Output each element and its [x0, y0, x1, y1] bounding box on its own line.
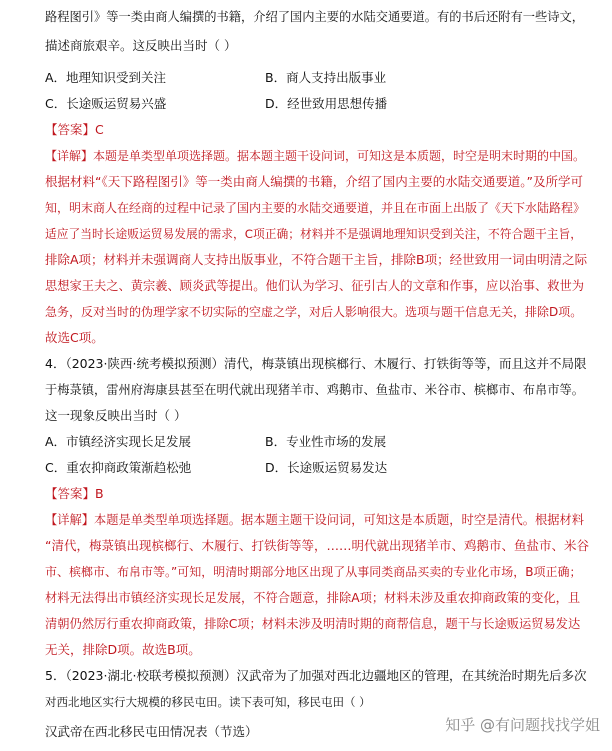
- q3-option-c: C．长途贩运贸易兴盛: [45, 96, 167, 111]
- q4-explanation-line: 清朝仍然厉行重农抑商政策，排除C项；材料未涉及明清时期的商帮信息，题干与长途贩运贸易发达: [45, 617, 581, 631]
- q3-option-b: B．商人支持出版事业: [265, 70, 387, 85]
- q4-option-a: A．市镇经济实现长足发展: [45, 434, 192, 449]
- q3-stem-line-1: 路程图引》等一类由商人编撰的书籍，介绍了国内主要的水陆交通要道。有的书后还附有一些诗文，: [45, 10, 584, 24]
- q5-stem-line-1: 5．（2023·湖北·校联考模拟预测）汉武帝为了加强对西北边疆地区的管理，在其统治时期先后多次: [45, 668, 587, 683]
- q5-table-caption: 汉武帝在西北移民屯田情况表（节选）: [45, 724, 258, 739]
- q3-explanation-line: 【详解】本题是单类型单项选择题。据本题主题干设问词，可知这是本质题，时空是明末时期的中国。: [45, 149, 586, 163]
- q4-explanation-line: 材料无法得出市镇经济实现长足发展，不符合题意，排除A项；材料未涉及重农抑商政策的变化，且: [45, 591, 581, 605]
- q3-option-d: D．经世致用思想传播: [265, 96, 388, 111]
- q4-option-d: D．长途贩运贸易发达: [265, 460, 388, 475]
- q3-explanation-line: 急务，反对当时的伪理学家不切实际的空虚之学，对后人影响很大。选项与题干信息无关，排除D项。: [45, 305, 583, 319]
- q3-stem-line-2: 描述商旅艰辛。这反映出当时（ ）: [45, 38, 237, 53]
- q4-answer: 【答案】B: [45, 486, 104, 501]
- q4-explanation-line: 无关，排除D项。故选B项。: [45, 642, 201, 657]
- q3-explanation-line: 思想家王夫之、黄宗羲、顾炎武等提出。他们认为学习、征引古人的文章和作事，应以治事、救世为: [45, 279, 584, 293]
- q5-stem-line-2: 对西北地区实行大规模的移民屯田。读下表可知，移民屯田（ ）: [45, 695, 371, 709]
- q3-explanation-line: 故选C项。: [45, 330, 104, 345]
- q4-option-c: C．重农抑商政策渐趋松弛: [45, 460, 192, 475]
- q3-explanation-line: 适应了当时长途贩运贸易发展的需求，C项正确；材料并不是强调地理知识受到关注，不符合题干主旨，: [45, 227, 582, 241]
- q4-explanation-line: 【详解】本题是单类型单项选择题。据本题主题干设问词，可知这是本质题，时空是清代。根据材料: [45, 513, 584, 527]
- q3-explanation-line: 排除A项；材料并未强调商人支持出版事业，不符合题干主旨，排除B项；经世致用一词由明清之际: [45, 252, 588, 267]
- q4-explanation-line: “清代，梅菉镇出现槟榔行、木履行、打铁街等等，……明代就出现猪羊市、鸡鹅市、鱼盐市、米谷: [45, 538, 589, 553]
- zhihu-watermark: 知乎 @有问题找找学姐: [445, 716, 600, 734]
- q3-explanation-line: 知，明末商人在经商的过程中记录了国内主要的水陆交通要道，并且在市面上出版了《天下水陆路程》: [45, 201, 586, 215]
- q4-stem-line-2: 于梅菉镇，雷州府海康县甚至在明代就出现猪羊市、鸡鹅市、鱼盐市、米谷市、槟榔市、布帛市等。: [45, 383, 584, 397]
- q3-option-a: A．地理知识受到关注: [45, 70, 167, 85]
- q4-option-b: B．专业性市场的发展: [265, 434, 387, 449]
- q4-explanation-line: 市、槟榔市、布帛市等。”可知，明清时期部分地区出现了从事同类商品买卖的专业化市场，B项正确；: [45, 565, 582, 579]
- q4-stem-line-3: 这一现象反映出当时（ ）: [45, 408, 187, 423]
- q3-explanation-line: 根据材料“《天下路程图引》等一类由商人编撰的书籍，介绍了国内主要的水陆交通要道。”及所学可: [45, 174, 583, 189]
- q4-stem-line-1: 4．（2023·陕西·统考模拟预测）清代，梅菉镇出现槟榔行、木履行、打铁街等等，而且这并不局限: [45, 356, 587, 371]
- q3-answer: 【答案】C: [45, 122, 104, 137]
